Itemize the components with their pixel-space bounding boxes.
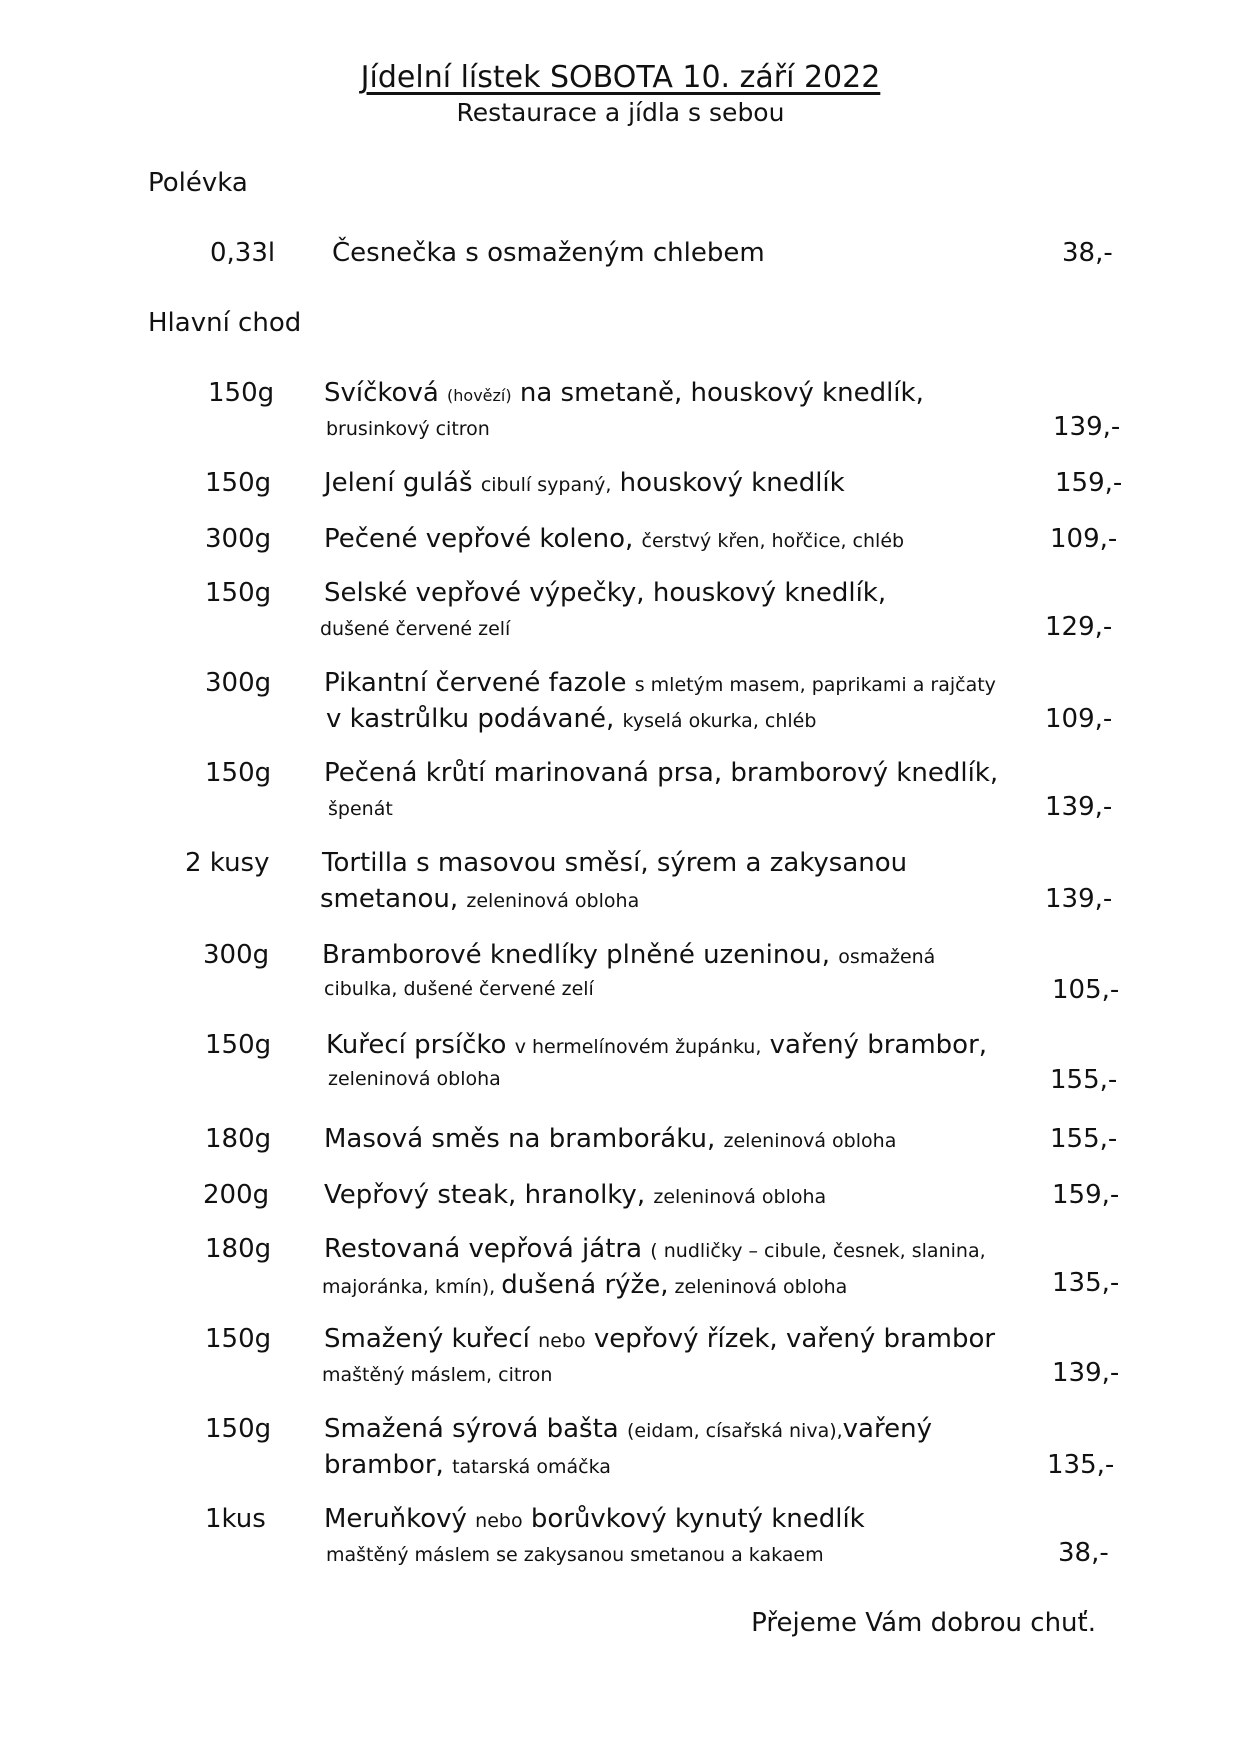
item-qty: 180g <box>205 1234 272 1264</box>
item-qty: 150g <box>205 1324 272 1354</box>
section-heading-main: Hlavní chod <box>148 308 302 338</box>
item-line1: Restovaná vepřová játra ( nudličky – cibule, česnek, slanina, <box>324 1234 986 1264</box>
item-line2: maštěný máslem, citron <box>322 1364 553 1386</box>
item-qty: 150g <box>205 468 272 498</box>
item-line2: maštěný máslem se zakysanou smetanou a kakaem <box>326 1544 824 1566</box>
menu-title: Jídelní lístek SOBOTA 10. září 2022 <box>360 60 881 95</box>
item-price: 155,- <box>1050 1124 1118 1154</box>
item-line1: Svíčková (hovězí) na smetaně, houskový knedlík, <box>324 378 924 408</box>
item-qty: 150g <box>205 758 272 788</box>
item-price: 139,- <box>1045 884 1113 914</box>
item-price: 139,- <box>1045 792 1113 822</box>
soup-qty: 0,33l <box>210 238 276 268</box>
item-line2: smetanou, zeleninová obloha <box>320 884 640 914</box>
soup-name: Česnečka s osmaženým chlebem <box>332 238 765 268</box>
closing-wish: Přejeme Vám dobrou chuť. <box>751 1608 1096 1638</box>
item-qty: 150g <box>205 1030 272 1060</box>
item-price: 135,- <box>1047 1450 1115 1480</box>
item-price: 109,- <box>1050 524 1118 554</box>
item-line1: Selské vepřové výpečky, houskový knedlík, <box>324 578 887 608</box>
item-line1: Pečená krůtí marinovaná prsa, bramborový knedlík, <box>324 758 999 788</box>
item-line1: Pečené vepřové koleno, čerstvý křen, hořčice, chléb <box>324 524 905 554</box>
item-line2: brusinkový citron <box>326 418 490 440</box>
item-price: 139,- <box>1053 412 1121 442</box>
item-line1: Vepřový steak, hranolky, zeleninová obloha <box>324 1180 827 1210</box>
item-qty: 150g <box>208 378 275 408</box>
item-price: 135,- <box>1052 1268 1120 1298</box>
item-qty: 300g <box>205 524 272 554</box>
item-line1: Smažená sýrová bašta (eidam, císařská niva),vařený <box>324 1414 932 1444</box>
item-line2: majoránka, kmín), dušená rýže, zeleninová obloha <box>322 1270 848 1300</box>
item-qty: 2 kusy <box>185 848 270 878</box>
item-qty: 200g <box>203 1180 270 1210</box>
item-line2: zeleninová obloha <box>328 1068 501 1090</box>
item-line1: Bramborové knedlíky plněné uzeninou, osmažená <box>322 940 936 970</box>
item-qty: 1kus <box>205 1504 266 1534</box>
item-qty: 150g <box>205 1414 272 1444</box>
item-line2: cibulka, dušené červené zelí <box>324 978 594 1000</box>
section-heading-soup: Polévka <box>148 168 248 198</box>
item-qty: 180g <box>205 1124 272 1154</box>
item-line1: Pikantní červené fazole s mletým masem, paprikami a rajčaty <box>324 668 996 698</box>
soup-price: 38,- <box>1062 238 1113 268</box>
item-price: 129,- <box>1045 612 1113 642</box>
item-line1: Kuřecí prsíčko v hermelínovém župánku, vařený brambor, <box>326 1030 988 1060</box>
item-line1: Masová směs na bramboráku, zeleninová obloha <box>324 1124 897 1154</box>
item-line2: špenát <box>328 798 393 820</box>
item-line1: Tortilla s masovou směsí, sýrem a zakysanou <box>322 848 908 878</box>
item-price: 109,- <box>1045 704 1113 734</box>
item-line2: v kastrůlku podávané, kyselá okurka, chléb <box>326 704 817 734</box>
item-price: 139,- <box>1052 1358 1120 1388</box>
menu-subtitle: Restaurace a jídla s sebou <box>456 98 785 127</box>
item-price: 105,- <box>1052 975 1120 1005</box>
item-qty: 150g <box>205 578 272 608</box>
item-qty: 300g <box>203 940 270 970</box>
item-price: 159,- <box>1055 468 1123 498</box>
item-qty: 300g <box>205 668 272 698</box>
item-line2: brambor, tatarská omáčka <box>324 1450 611 1480</box>
item-line1: Meruňkový nebo borůvkový kynutý knedlík <box>324 1504 865 1534</box>
item-price: 38,- <box>1058 1538 1109 1568</box>
item-price: 159,- <box>1052 1180 1120 1210</box>
item-price: 155,- <box>1050 1065 1118 1095</box>
item-line1: Jelení guláš cibulí sypaný, houskový knedlík <box>324 468 845 498</box>
item-line1: Smažený kuřecí nebo vepřový řízek, vařený brambor <box>324 1324 996 1354</box>
item-line2: dušené červené zelí <box>320 618 511 640</box>
